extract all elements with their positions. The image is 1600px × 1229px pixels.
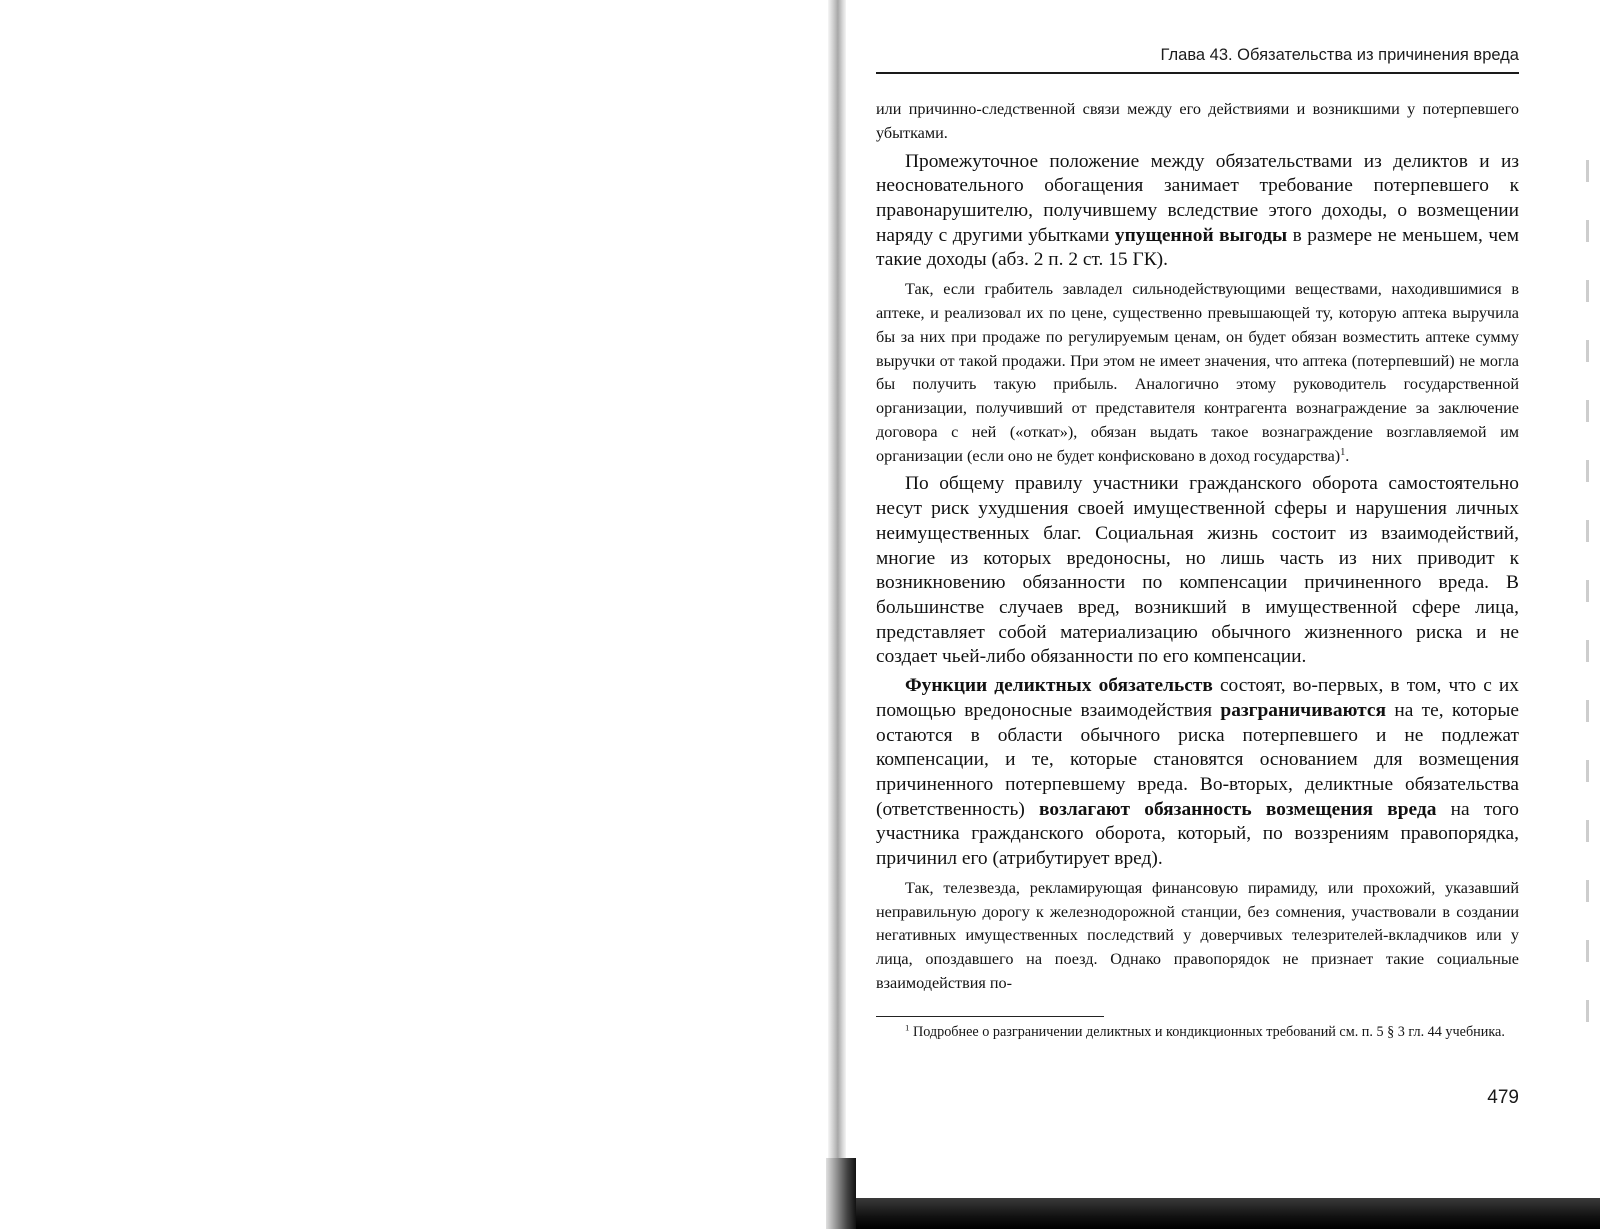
page-edge-marks: [1586, 160, 1589, 1060]
paragraph-general-rule: По общему правилу участники гражданского оборота самостоятельно несут риск ухудшения своей имущественной сферы и нарушения личных неимущественных благ. Социальная жизнь состоит из взаимодействий, многие из которых вредоносны, но лишь часть из них приводит к возникновению обязанности по компенсации причиненного вреда. В большинстве случаев вред, возникший в имущественной сфере лица, представляет собой материализацию обычного жизненного риска и не создает чьей-либо обязанности по его компенсации.: [876, 473, 1519, 668]
footnote-rule: [876, 1016, 1104, 1017]
text-run: на того участника гражданского оборота, который, по воззрениям правопорядка, причинил его (атрибутирует вред).: [876, 798, 1519, 870]
footnote-text: Подробнее о разграничении деликтных и кондикционных требований см. п. 5 § 3 гл. 44 учебника.: [909, 1024, 1505, 1040]
text-run: на те, которые остаются в области обычного риска потерпевшего и не подлежат компенсации, и те, которые становятся основанием для возмещения причиненного потерпевшему вреда. Во-вторых, деликтные обязательства (ответственность): [876, 699, 1519, 820]
page-number: 479: [1487, 1087, 1519, 1108]
text-page: [876, 0, 1519, 1229]
paragraph-lost-profit: [876, 150, 1519, 274]
text-run: Промежуточное положение между обязательствами из деликтов и из неосновательного обогащения занимает требование потерпевшего к правонарушителю, получившему вследствие этого доходы, о возмещении наряду с другими убытками: [876, 150, 1519, 246]
header-rule: [876, 72, 1519, 74]
text-run: состоят, во-первых, в том, что с их помощью вредоносные взаимодействия: [876, 675, 1519, 721]
running-head: Глава 43. Обязательства из причинения вреда: [1160, 46, 1519, 64]
bold-term: упущенной выгоды: [1114, 224, 1288, 246]
text-run: Так, если грабитель завладел сильнодействующими веществами, находившимися в аптеке, и реализовал их по цене, существенно превышающей ту, которую аптека выручила бы за них при продаже по регулируемым ценам, он будет обязан возместить аптеке сумму выручки от такой продажи. При этом не имеет значения, что аптека (потерпевший) не могла бы получить такую прибыль. Аналогично этому руководитель государственной организации, получивший от представителя контрагента вознаграждение за заключение договора с ней («откат»), обязан выдать такое вознаграждение возглавляемой им организации (если оно не будет конфисковано в доход государства): [876, 280, 1519, 465]
text-run: .: [1345, 446, 1350, 465]
book-binding-shadow: [828, 0, 846, 1229]
bold-term: возлагают обязанность возмещения вреда: [1039, 798, 1437, 820]
paragraph-example-tv-star: Так, телезвезда, рекламирующая финансовую пирамиду, или прохожий, указавший неправильную дорогу к железнодорожной станции, без сомнения, участвовали в создании негативных имущественных последствий у доверчивых телезрителей-вкладчиков или у лица, опоздавшего на поезд. Однако правопорядок не признает такие социальные взаимодействия по-: [876, 878, 1519, 992]
paragraph-example-pharmacy: [876, 278, 1519, 468]
bold-term: Функции деликтных обязательств: [905, 675, 1213, 697]
paragraph-continuation: или причинно-следственной связи между его действиями и возникшими у потерпевшего убытками.: [876, 100, 1519, 142]
text-run: в размере не меньшем, чем такие доходы (абз. 2 п. 2 ст. 15 ГК).: [876, 224, 1519, 271]
footnote-marker: 1: [905, 1022, 910, 1033]
footnote-reference[interactable]: 1: [1340, 446, 1346, 458]
paragraph-functions: [876, 674, 1519, 872]
footnote: [876, 1022, 1519, 1043]
body-text: [876, 98, 1519, 996]
bold-term: разграничиваются: [1220, 699, 1387, 721]
